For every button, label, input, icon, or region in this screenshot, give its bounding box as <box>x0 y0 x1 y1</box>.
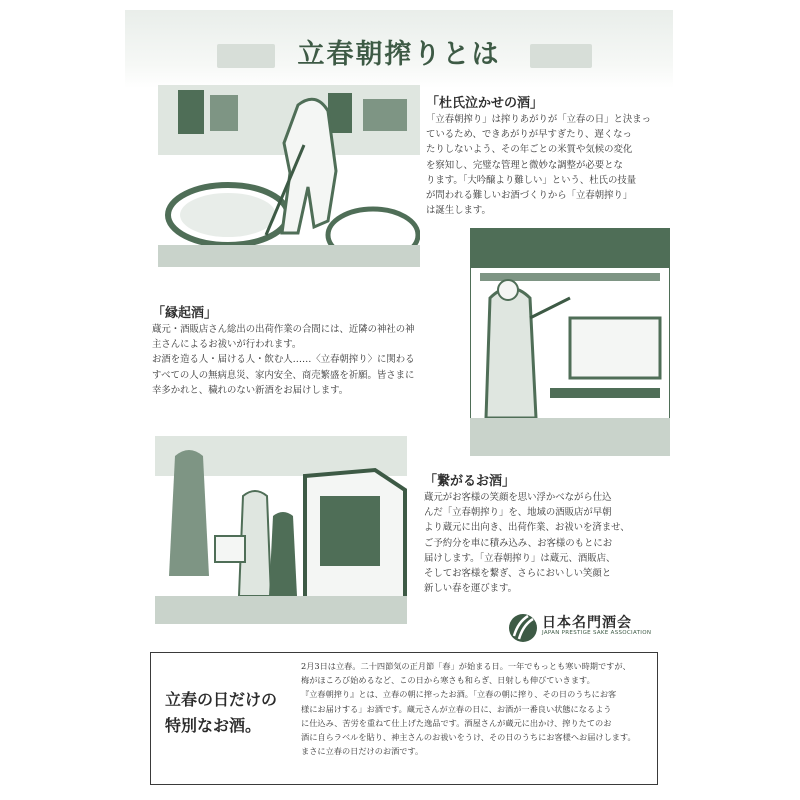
illustration-loading-sake-into-car <box>155 436 407 624</box>
illustration-shinto-priest-blessing <box>470 228 670 456</box>
title-banner <box>125 10 673 88</box>
section-body-tsunagaru: 蔵元がお客様の笑顔を思い浮かべながら仕込 んだ「立春朝搾り」を、地域の酒販店が早朝 より蔵元に出向き、出荷作業、お祓いを済ませ、 ご予約分を車に積み込み、お客様のもとにお 届けします。「立春朝搾り」は蔵元、酒販店、 そしてお客様を繋ぎ、さらにおいしい笑顔と 新しい春を運びます。 <box>424 492 630 595</box>
priest-illustration-svg <box>470 228 670 456</box>
section-title-toji: 「杜氏泣かせの酒」 <box>426 96 544 111</box>
bottom-description: 2月3日は立春。二十四節気の正月節「春」が始まる日。一年でもっとも寒い時期ですが、 梅がほころび始めるなど、この日から寒さも和らぎ、日射しも伸びていきます。 『立春朝搾り』とは、立春の朝に搾ったお酒。「立春の朝に搾り、その日のうちにお客 様にお届けする」お酒です。蔵元さんが立春の日に、お酒が一番良い状態になるよう に仕込み、苦労を重ねて仕上げた逸品です。酒屋さんが蔵元に出かけ、搾りたてのお 酒に自らラベルを貼り、神主さんのお祓いをうけ、その日のうちにお客様へお届けします。 まさに立春の日だけのお酒です。 <box>301 661 636 757</box>
association-logo <box>508 612 668 644</box>
bottom-heading: 立春の日だけの 特別なお酒。 <box>165 690 278 735</box>
section-title-tsunagaru: 「繋がるお酒」 <box>424 474 516 489</box>
car-illustration-svg <box>155 436 407 624</box>
section-body-toji: 「立春朝搾り」は搾りあがりが「立春の日」と決まっ ているため、できあがりが早すぎたり、遅くなっ たりしないよう、その年ごとの米質や気候の変化 を察知し、完璧な管理と微妙な調整が必要とな ります。「大吟醸より難しい」という、杜氏の技量 が問われる難しいお酒づくりから「立春朝搾り」 は誕生します。 <box>426 114 652 217</box>
section-body-engi: 蔵元・酒販店さん総出の出荷作業の合間には、近隣の神社の神 主さんによるお祓いが行われます。 お酒を造る人・届ける人・飲む人……〈立春朝搾り〉に関わる すべての人の無病息災、家内安全、商売繁盛を祈願。皆さまに 幸多かれと、穢れのない新酒をお届けします。 <box>152 324 415 396</box>
illustration-brewer-stirring-tank <box>158 85 420 267</box>
bottom-explanation-box <box>150 652 658 785</box>
brewer-illustration-svg <box>158 85 420 267</box>
section-title-engi: 「縁起酒」 <box>152 306 218 321</box>
page-title: 立春朝搾りとは <box>297 39 501 70</box>
association-name-english: JAPAN PRESTIGE SAKE ASSOCIATION <box>542 630 652 636</box>
association-name: 日本名門酒会 <box>542 615 632 631</box>
association-emblem-icon <box>508 612 538 644</box>
